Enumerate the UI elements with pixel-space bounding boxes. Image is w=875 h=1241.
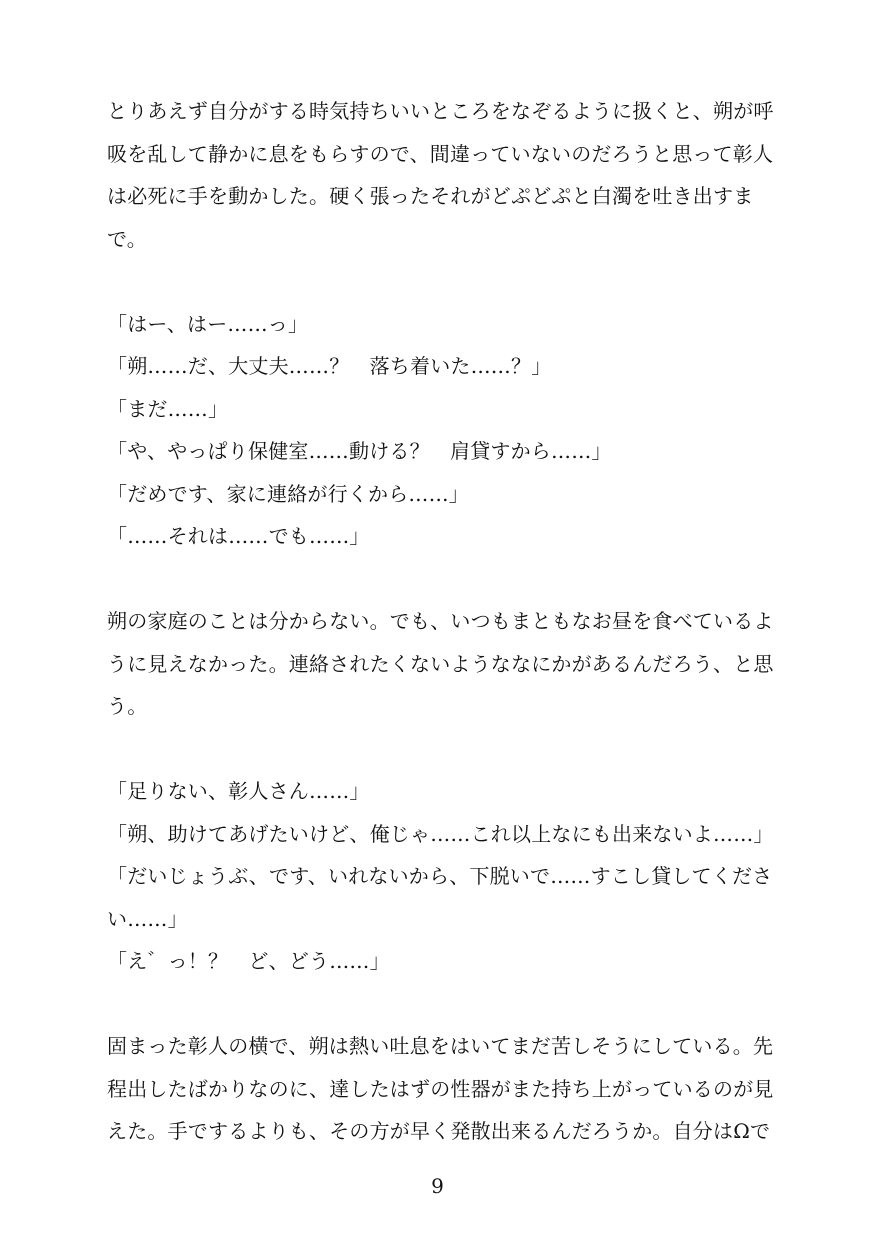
text-line: 「……それは……でも……」 bbox=[107, 524, 370, 548]
text-line: 「朔、助けてあげたいけど、俺じゃ……これ以上なにも出来ないよ……」 bbox=[107, 821, 774, 846]
text-line: 「まだ……」 bbox=[107, 396, 229, 421]
text-line: 「や、やっぱり保健室……動ける？ 肩貸すから……」 bbox=[107, 439, 612, 463]
text-line: 「朔……だ、大丈夫……？ 落ち着いた……？」 bbox=[107, 354, 552, 378]
text-line: 「だいじょうぶ、です、いれないから、下脱いで……すこし貸してくださ bbox=[107, 864, 773, 888]
text-line: 「だめです、家に連絡が行くから……」 bbox=[107, 481, 469, 506]
text-line: 固まった彰人の横で、朔は熱い吐息をはいてまだ苦しそうにしている。先 bbox=[107, 1034, 774, 1058]
text-line: えた。手でするよりも、その方が早く発散出来るんだろうか。自分はΩで bbox=[107, 1119, 771, 1143]
text-line: は必死に手を動かした。硬く張ったそれがどぷどぷと白濁を吐き出すま bbox=[107, 184, 754, 208]
text-line: うに見えなかった。連絡されたくないようななにかがあるんだろう、と思 bbox=[107, 651, 774, 676]
text-line: 「足りない、彰人さん……」 bbox=[107, 779, 370, 803]
text-line: 吸を乱して静かに息をもらすので、間違っていないのだろうと思って彰人 bbox=[107, 141, 774, 166]
body-text bbox=[107, 90, 774, 1153]
text-line: 「はー、はー……っ」 bbox=[107, 311, 309, 336]
text-line: とりあえず自分がする時気持ちいいところをなぞるように扱くと、朔が呼 bbox=[107, 99, 774, 123]
text-line: 朔の家庭のことは分からない。でも、いつもまともなお昼を食べているよ bbox=[107, 609, 774, 633]
blank-line bbox=[107, 983, 767, 1026]
text-line: 「え゛っ！？ ど、どう……」 bbox=[107, 949, 390, 973]
text-line: う。 bbox=[107, 694, 148, 718]
text-line: い……」 bbox=[107, 906, 188, 931]
page-number: 9 bbox=[431, 1174, 444, 1198]
blank-line bbox=[107, 728, 767, 771]
text-line: で。 bbox=[107, 226, 147, 251]
text-line: 程出したばかりなのに、達したはずの性器がまた持ち上がっているのが見 bbox=[107, 1076, 774, 1101]
blank-line bbox=[107, 558, 767, 601]
blank-line bbox=[107, 260, 767, 303]
